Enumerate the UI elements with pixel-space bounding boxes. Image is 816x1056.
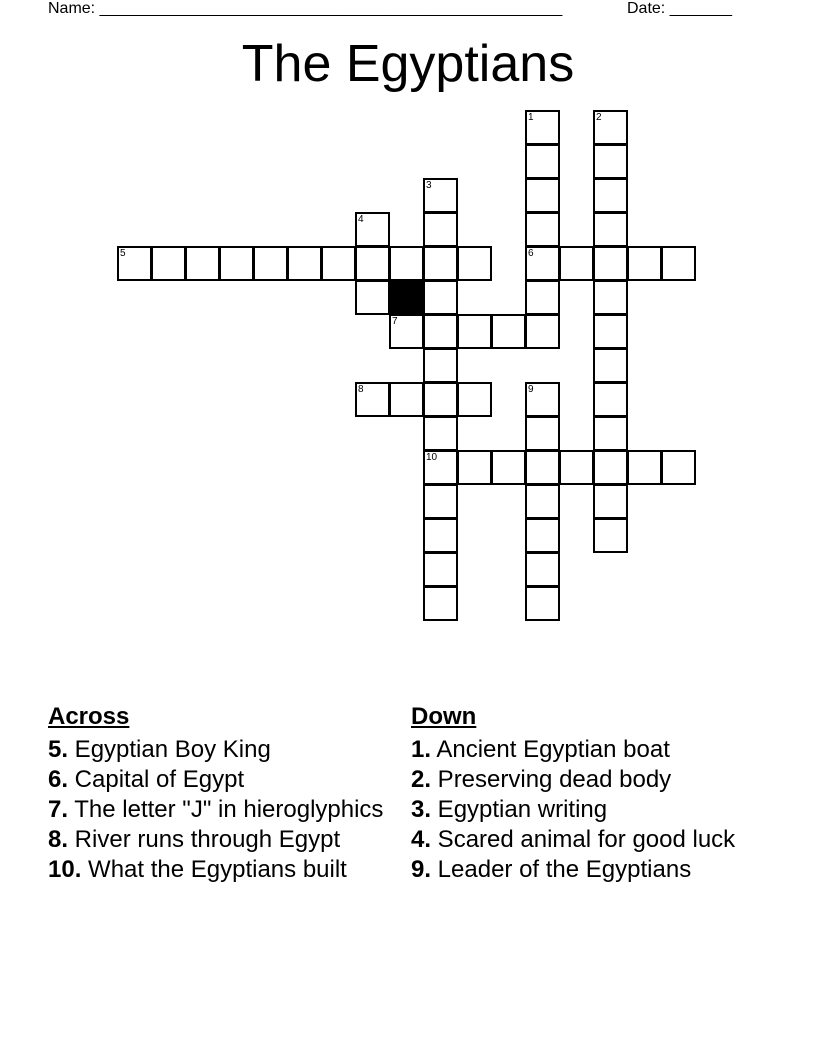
grid-cell[interactable]: [593, 416, 628, 451]
grid-cell[interactable]: [525, 110, 560, 145]
clue-down-3: [411, 796, 771, 823]
down-heading: Down: [411, 703, 477, 730]
grid-cell[interactable]: [593, 382, 628, 417]
clue-text: Egyptian Boy King: [68, 736, 271, 763]
grid-cell[interactable]: [355, 280, 390, 315]
clue-number-label: 10: [426, 452, 438, 463]
grid-cell[interactable]: [253, 246, 288, 281]
grid-cell[interactable]: [525, 280, 560, 315]
clue-text: River runs through Egypt: [68, 826, 341, 853]
clue-text: Leader of the Egyptians: [431, 856, 692, 883]
grid-cell[interactable]: [117, 246, 152, 281]
grid-cell[interactable]: [525, 450, 560, 485]
across-heading: Across: [48, 703, 130, 730]
clue-number: 7.: [48, 796, 69, 823]
grid-cell[interactable]: [321, 246, 356, 281]
grid-cell[interactable]: [525, 518, 560, 553]
grid-cell-black: [389, 280, 424, 315]
grid-cell[interactable]: [355, 246, 390, 281]
clue-number: 2.: [411, 766, 432, 793]
grid-cell[interactable]: [423, 246, 458, 281]
clue-text: Ancient Egyptian boat: [431, 736, 670, 763]
grid-cell[interactable]: [389, 246, 424, 281]
clue-number: 6.: [48, 766, 69, 793]
grid-cell[interactable]: [525, 212, 560, 247]
grid-cell[interactable]: [593, 348, 628, 383]
grid-cell[interactable]: [661, 246, 696, 281]
clue-text: Capital of Egypt: [68, 766, 245, 793]
grid-cell[interactable]: [525, 178, 560, 213]
clue-number: 4.: [411, 826, 432, 853]
grid-cell[interactable]: [559, 246, 594, 281]
grid-cell[interactable]: [423, 450, 458, 485]
clue-number: 9.: [411, 856, 432, 883]
grid-cell[interactable]: [525, 416, 560, 451]
clue-text: Egyptian writing: [431, 796, 608, 823]
grid-cell[interactable]: [423, 552, 458, 587]
clue-text: The letter "J" in hieroglyphics: [68, 796, 384, 823]
grid-cell[interactable]: [219, 246, 254, 281]
clue-number: 3.: [411, 796, 432, 823]
grid-cell[interactable]: [389, 314, 424, 349]
grid-cell[interactable]: [525, 314, 560, 349]
grid-cell[interactable]: [627, 246, 662, 281]
grid-cell[interactable]: [627, 450, 662, 485]
grid-cell[interactable]: [525, 552, 560, 587]
grid-cell[interactable]: [423, 416, 458, 451]
grid-cell[interactable]: [593, 144, 628, 179]
grid-cell[interactable]: [593, 450, 628, 485]
grid-cell[interactable]: [593, 110, 628, 145]
grid-cell[interactable]: [457, 314, 492, 349]
grid-cell[interactable]: [525, 484, 560, 519]
down-clues: [411, 702, 771, 886]
clue-number-label: 2: [596, 112, 602, 123]
clue-across-7: [48, 796, 398, 823]
grid-cell[interactable]: [389, 382, 424, 417]
date-line: Date: _______: [627, 0, 732, 17]
grid-cell[interactable]: [593, 484, 628, 519]
clue-down-2: [411, 766, 771, 793]
grid-cell[interactable]: [525, 382, 560, 417]
clue-text: Scared animal for good luck: [431, 826, 736, 853]
grid-cell[interactable]: [593, 280, 628, 315]
clue-number: 5.: [48, 736, 69, 763]
grid-cell[interactable]: [423, 586, 458, 621]
clue-across-10: [48, 856, 398, 883]
clue-text: Preserving dead body: [431, 766, 672, 793]
clue-down-9: [411, 856, 771, 883]
grid-cell[interactable]: [593, 212, 628, 247]
grid-cell[interactable]: [423, 382, 458, 417]
grid-cell[interactable]: [491, 450, 526, 485]
clue-number-label: 7: [392, 316, 398, 327]
clue-number-label: 4: [358, 214, 364, 225]
grid-cell[interactable]: [559, 450, 594, 485]
grid-cell[interactable]: [355, 382, 390, 417]
clue-across-8: [48, 826, 398, 853]
clue-down-1: [411, 736, 771, 763]
clue-across-6: [48, 766, 398, 793]
clue-number-label: 5: [120, 248, 126, 259]
grid-cell[interactable]: [185, 246, 220, 281]
grid-cell[interactable]: [423, 518, 458, 553]
clue-number-label: 9: [528, 384, 534, 395]
clue-number-label: 1: [528, 112, 534, 123]
grid-cell[interactable]: [423, 280, 458, 315]
clue-number: 10.: [48, 856, 82, 883]
grid-cell[interactable]: [423, 484, 458, 519]
grid-cell[interactable]: [423, 348, 458, 383]
grid-cell[interactable]: [525, 144, 560, 179]
clue-across-5: [48, 736, 398, 763]
grid-cell[interactable]: [593, 314, 628, 349]
grid-cell[interactable]: [287, 246, 322, 281]
clue-text: What the Egyptians built: [81, 856, 347, 883]
grid-cell[interactable]: [525, 246, 560, 281]
grid-cell[interactable]: [151, 246, 186, 281]
grid-cell[interactable]: [423, 314, 458, 349]
grid-cell[interactable]: [457, 450, 492, 485]
grid-cell[interactable]: [423, 212, 458, 247]
clue-number: 1.: [411, 736, 432, 763]
clue-number-label: 6: [528, 248, 534, 259]
clue-number: 8.: [48, 826, 69, 853]
across-clues: [48, 702, 398, 886]
grid-cell[interactable]: [355, 212, 390, 247]
grid-cell[interactable]: [661, 450, 696, 485]
clue-down-4: [411, 826, 771, 853]
grid-cell[interactable]: [457, 246, 492, 281]
page-title: The Egyptians: [241, 35, 575, 93]
grid-cell[interactable]: [457, 382, 492, 417]
clue-number-label: 8: [358, 384, 364, 395]
grid-cell[interactable]: [593, 178, 628, 213]
grid-cell[interactable]: [423, 178, 458, 213]
name-line: Name: ____________________________________________________: [48, 0, 563, 17]
clue-number-label: 3: [426, 180, 432, 191]
grid-cell[interactable]: [593, 246, 628, 281]
grid-cell[interactable]: [525, 586, 560, 621]
grid-cell[interactable]: [491, 314, 526, 349]
grid-cell[interactable]: [593, 518, 628, 553]
